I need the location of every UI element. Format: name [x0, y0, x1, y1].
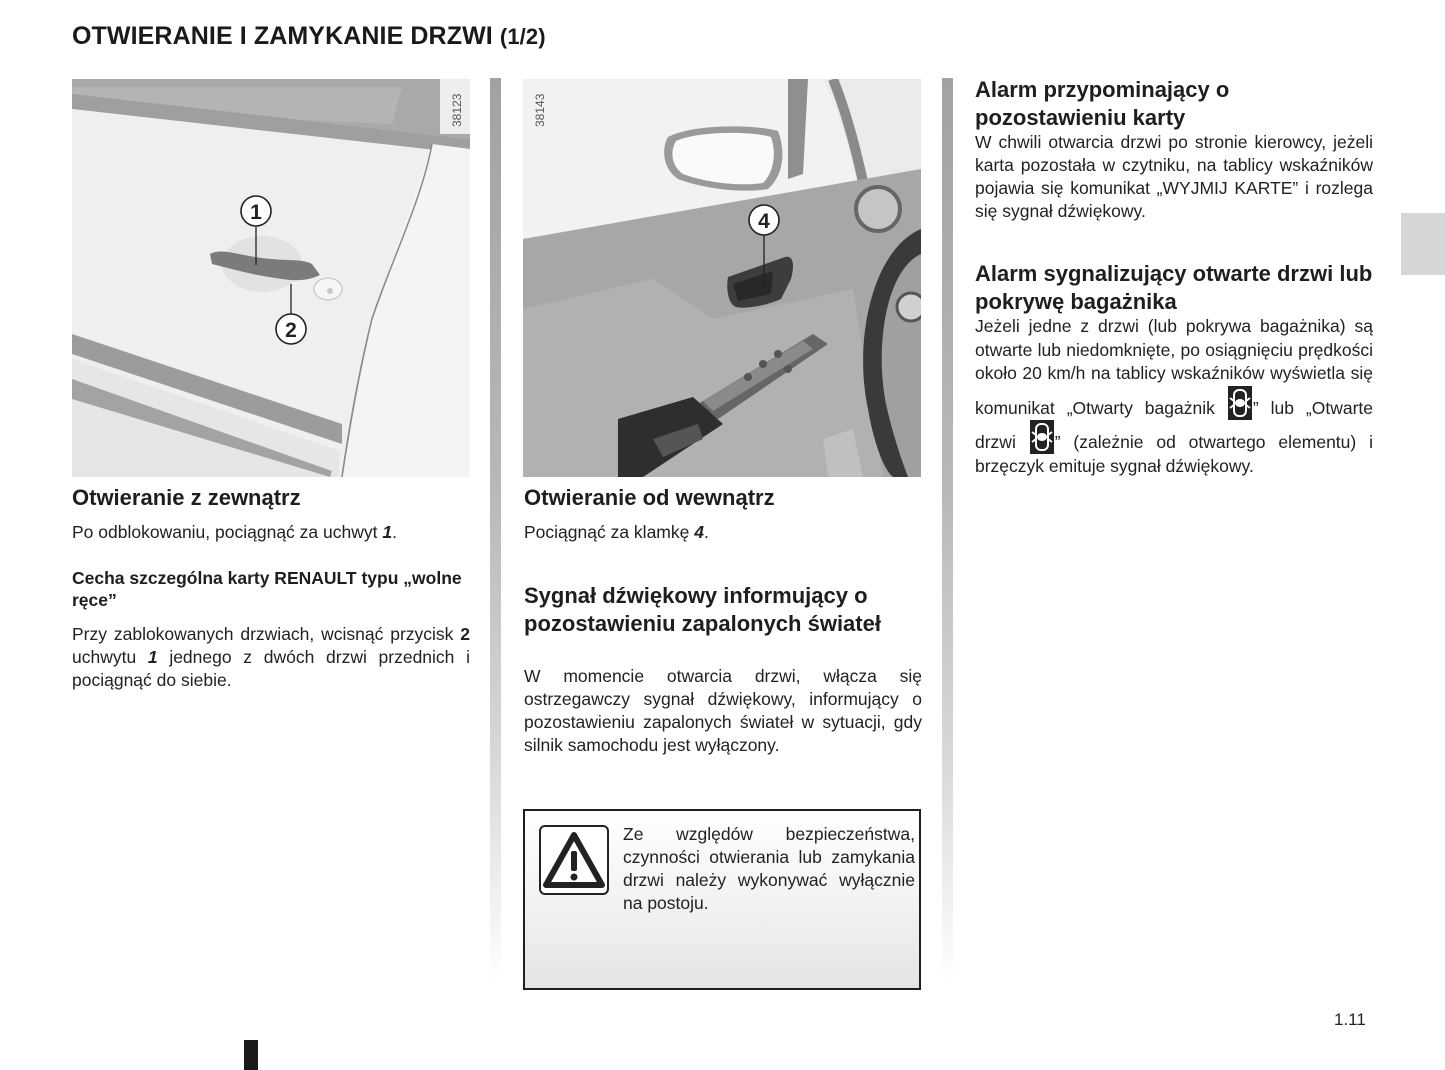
- svg-text:1: 1: [250, 201, 262, 224]
- card-reminder-text: W chwili otwarcia drzwi po stronie kierowcy, jeżeli karta pozostała w czytniku, na tablicy wskaźników pojawia się komunikat „WYJMIJ KARTE” i rozlega się sygnał dźwiękowy.: [975, 132, 1373, 221]
- interior-text: Pociągnąć za klamkę: [524, 522, 695, 542]
- page-title: [72, 22, 546, 51]
- open-door-alarm-text: [975, 315, 1373, 478]
- text-part: uchwytu: [72, 647, 148, 667]
- text-part: ” (zależnie od otwartego elementu) i brzęczyk emituje sygnał dźwiękowy.: [975, 432, 1373, 476]
- section-heading-card-reminder: Alarm przypominający o pozostawieniu karty: [975, 77, 1230, 130]
- page-number: 1.11: [1334, 1010, 1366, 1029]
- section-heading-interior: Otwieranie od wewnątrz: [524, 485, 775, 510]
- exterior-text-end: .: [392, 522, 397, 542]
- lights-warning-text: W momencie otwarcia drzwi, włącza się ostrzegawczy sygnał dźwiękowy, informujący o pozostawieniu zapalonych świateł w sytuacji, gdy silnik samochodu jest wyłączony.: [524, 666, 922, 755]
- interior-door-handle-photo: [523, 79, 921, 477]
- svg-text:4: 4: [758, 210, 770, 233]
- exterior-door-illustration: [72, 79, 470, 477]
- open-trunk-warning-icon: [1228, 386, 1252, 420]
- ref-4: 4: [694, 522, 704, 542]
- page-part: (1/2): [499, 24, 546, 49]
- interior-instructions: [524, 521, 922, 544]
- column-divider-2: [942, 78, 953, 983]
- text-part: jednego z dwóch drzwi przednich i pociągnąć do siebie.: [72, 647, 470, 690]
- exterior-instructions: [72, 521, 470, 544]
- ref-1: 1: [382, 522, 393, 542]
- safety-warning-text: Ze względów bezpieczeństwa, czynności otwierania lub zamykania drzwi należy wykonywać wyłącznie na postoju.: [623, 824, 915, 913]
- warning-triangle-icon: [539, 825, 609, 895]
- text-part: Jeżeli jedne z drzwi (lub pokrywa bagażnika) są otwarte lub niedomknięte, po osiągnięciu prędkości około 20 km/h na tablicy wskaźników wyświetla się komunikat „Otwarty bagażnik: [975, 316, 1373, 418]
- ref-2: 2: [460, 624, 470, 644]
- page-title-text: OTWIERANIE I ZAMYKANIE DRZWI: [72, 22, 493, 50]
- interior-text-end: .: [703, 522, 709, 542]
- page-edge-marker: [244, 1040, 258, 1070]
- text-part: ” lub „Otwarte drzwi: [975, 397, 1374, 452]
- safety-warning-box: [523, 809, 921, 990]
- column-divider-1: [490, 78, 501, 983]
- interior-door-illustration: [523, 79, 921, 477]
- exterior-door-handle-photo: [72, 79, 470, 477]
- ref-1: 1: [147, 647, 158, 667]
- chapter-tab: [1401, 213, 1445, 275]
- svg-text:2: 2: [285, 319, 297, 342]
- photo-id: 38143: [533, 93, 547, 127]
- photo-id: 38123: [450, 93, 464, 127]
- open-door-warning-icon: [1030, 420, 1054, 454]
- text-part: Przy zablokowanych drzwiach, wcisnąć przycisk: [72, 624, 461, 644]
- section-heading-lights-warning: Sygnał dźwiękowy informujący o pozostawieniu zapalonych świateł: [524, 583, 881, 636]
- exterior-text: Po odblokowaniu, pociągnąć za uchwyt: [72, 522, 383, 542]
- handsfree-card-instructions: [72, 623, 470, 692]
- section-heading-open-door-alarm: Alarm sygnalizujący otwarte drzwi lub pokrywę bagażnika: [975, 261, 1373, 314]
- handsfree-card-subheading: Cecha szczególna karty RENAULT typu „wolne ręce”: [72, 568, 462, 610]
- section-heading-exterior: Otwieranie z zewnątrz: [72, 485, 301, 510]
